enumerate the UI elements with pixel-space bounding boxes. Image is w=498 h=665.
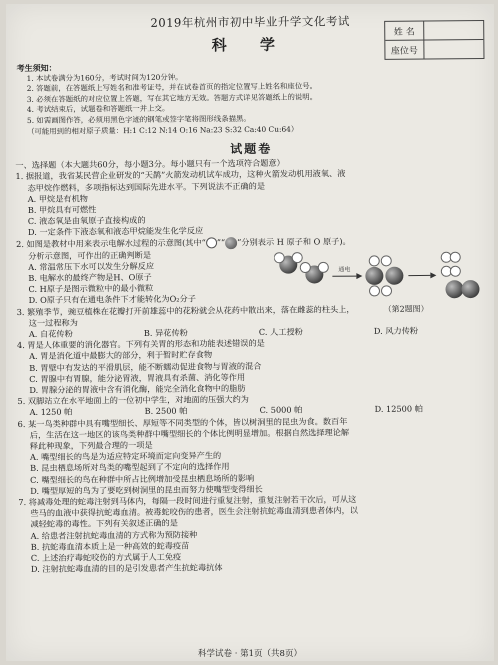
question-stem: 分析示意图，可作出的正确判断是 — [28, 249, 152, 261]
option-a: A. 甲烷是有机物 — [27, 193, 88, 204]
arrow-label: 通电 — [338, 265, 351, 273]
exam-title: 2019年杭州市初中毕业升学文化考试 — [150, 14, 350, 30]
oxygen-molecule-icon — [445, 280, 479, 298]
question-5 — [15, 392, 491, 419]
notice-heading: 考生须知： — [16, 62, 57, 74]
separated-atoms-icon — [365, 255, 403, 295]
option-a: A. 1250 帕 — [29, 406, 73, 418]
question-stem: 5. 双脚站立在水平地面上的一位初中学生，对地面的压强大约为 — [17, 394, 249, 407]
option-b: B. 胃壁中有发达的平滑肌层，能不断蠕动促进食物与胃液的混合 — [29, 360, 262, 373]
stem-text: ”分别表示 H 原子和 O 原子)。 — [237, 235, 351, 247]
option-b: B. 抗蛇毒血清本质上是一种高效的蛇毒疫苗 — [30, 540, 190, 552]
option-b: B. 异花传粉 — [143, 327, 188, 338]
question-6 — [16, 415, 493, 498]
option-c: C. 上述治疗毒蛇咬伤的方式属于人工免疫 — [30, 551, 182, 563]
notice-line: （可能用到的相对原子质量：H:1 C:12 N:14 O:16 Na:23 S:32 Ca:40 Cu:64） — [27, 124, 299, 136]
notice-line: 4. 考试结束后，试题卷和答题纸一并上交。 — [26, 104, 170, 115]
option-d: D. O原子只有在通电条件下才能转化为O₂分子 — [28, 293, 196, 306]
notice-line: 2. 答题前，在答题纸上写姓名和准考证号，并在试卷首页的指定位置写上姓名和座位号。 — [26, 81, 318, 94]
question-7 — [16, 493, 493, 576]
option-d: D. 嘴型厚短的鸟为了要吃到树洞里的昆虫而努力使嘴型变得细长 — [30, 483, 263, 496]
notice-line: 3. 必须在答题纸的对应位置上答题，写在其它地方无效。答题方式详见答题纸上的说明。 — [26, 92, 318, 104]
name-label: 姓 名 — [385, 21, 424, 39]
question-stem: 3. 繁殖季节，豌豆植株在花瓣打开前雄蕊中的花粉就会从花药中散出来，落在雌蕊的柱头上， — [16, 303, 355, 317]
option-c: C. 5000 帕 — [259, 404, 303, 416]
option-a: A. 自花传粉 — [28, 328, 73, 339]
notice-line: 5. 如需画图作答，必须用黑色字迹的钢笔或签字笔将图形线条描黑。 — [26, 113, 251, 125]
option-d: D. 风力传粉 — [373, 325, 419, 336]
option-c: C. 人工授粉 — [258, 326, 303, 337]
exam-content — [12, 4, 493, 576]
stem-text: 2. 如图是教材中用来表示电解水过程的示意图(其中“ — [16, 236, 206, 249]
section-title: 试题卷 — [230, 141, 273, 157]
question-stem: 态甲烷作燃料，多项指标达到国际先进水平。下列说法不正确的是 — [27, 180, 266, 193]
stem-text: ”“ — [216, 236, 226, 247]
subject-title: 科 学 — [211, 35, 290, 55]
question-stem: 6. 某一鸟类种群中具有嘴型细长、厚短等不同类型的个体，皆以树洞里的昆虫为食。数百年 — [17, 415, 348, 429]
option-c: C. 胃腺中有胃腺，能分泌胃液，胃液具有杀菌、消化等作用 — [29, 371, 246, 384]
question-1 — [13, 167, 490, 238]
o-atom-legend-icon — [206, 237, 217, 248]
water-molecule-icon — [300, 262, 328, 283]
question-stem: 1. 据报道，我省某民营企业研发的“天鹊”火箭发动机试车成功，这种火箭发动机用液氧、液 — [15, 168, 346, 182]
option-b: B. 2500 帕 — [144, 405, 188, 417]
option-c: C. 液态氧是由氧原子直接构成的 — [27, 215, 146, 227]
option-d: D. 一定条件下液态氧和液态甲烷能发生化学反应 — [27, 225, 204, 238]
water-molecule-icon — [274, 252, 302, 273]
option-d: D. 胃腺分泌的胃液中含有消化酶，能完全消化食物中的脂肪 — [29, 383, 246, 395]
question-stem: 后，生活在这一地区的该鸟类种群中嘴型细长的个体比例明显增加。根据自然选择理论解 — [29, 426, 350, 440]
option-b: B. 昆虫栖息场所对鸟类的嘴型起到了不定向的选择作用 — [30, 461, 230, 474]
option-d: D. 12500 帕 — [374, 403, 423, 415]
option-c: C. 嘴型细长的鸟在种群中所占比例增加受昆虫栖息场所的影响 — [30, 472, 255, 485]
question-4 — [15, 336, 491, 396]
question-stem: 释此种现象，下列最合理的一项是 — [29, 439, 153, 451]
question-stem: 这一过程称为 — [28, 317, 78, 328]
figure-caption: （第2题图） — [383, 304, 429, 314]
part-one-heading: 一、选择题（本大题共60分，每小题3分。每小题只有一个选项符合题意） — [15, 157, 285, 171]
option-d: D. 注射抗蛇毒血清的目的是引发患者产生抗蛇毒抗体 — [30, 562, 223, 575]
option-a: A. 嘴型细长的鸟是为适应特定环境而定向变异产生的 — [29, 450, 222, 463]
hydrogen-molecule-icon — [441, 252, 460, 276]
seat-label: 座位号 — [385, 40, 424, 58]
question-stem: 4. 胃是人体重要的消化器官。下列有关胃的形态和功能表述错误的是 — [16, 338, 265, 351]
notice-line: 1. 本试卷满分为160分，考试时间为120分钟。 — [26, 72, 183, 83]
name-seat-box — [384, 20, 484, 60]
option-a: A. 胃是消化道中最膨大的部分，利于暂时贮存食物 — [29, 349, 213, 362]
electrolysis-diagram — [274, 245, 484, 305]
exam-notice — [13, 59, 490, 137]
h-atom-legend-icon — [225, 237, 237, 249]
option-a: A. 常温常压下水可以发生分解反应 — [28, 260, 155, 272]
question-stem: 减轻蛇毒的毒性。下列有关叙述正确的是 — [30, 518, 178, 530]
page-footer: 科学试卷 · 第1页（共8页） — [198, 649, 302, 659]
question-stem: 些马的血液中获得抗蛇毒血清。被毒蛇咬伤的患者，医生会注射抗蛇毒血清到患者体内，以 — [30, 505, 358, 519]
option-b: B. 甲烷具有可燃性 — [27, 204, 97, 215]
option-b: B. 电解水的最终产物是H、O原子 — [28, 271, 152, 283]
exam-sheet — [6, 4, 494, 661]
option-a: A. 给患者注射抗蛇毒血清的方式称为预防接种 — [30, 529, 198, 541]
option-c: C. H原子是图示微粒中的最小微粒 — [28, 283, 154, 295]
question-stem: 7. 将减毒处理的蛇毒注射到马体内，每隔一段时间进行重复注射，重复注射若干次后，可从这 — [18, 494, 357, 508]
